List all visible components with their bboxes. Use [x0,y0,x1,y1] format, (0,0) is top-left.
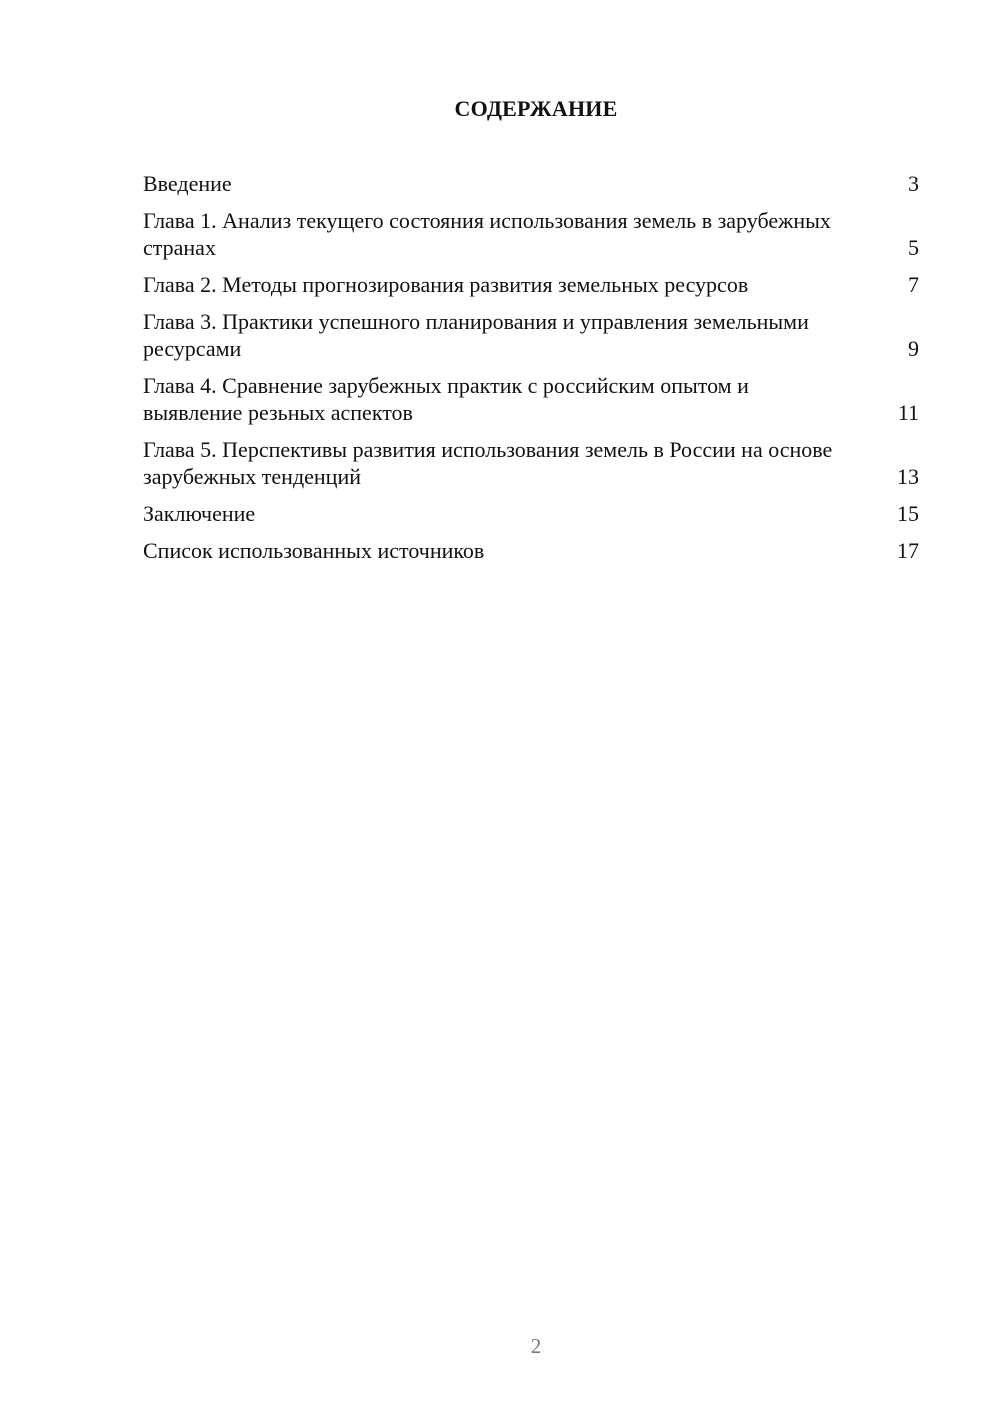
toc-entry-label: Глава 2. Методы прогнозирования развития земельных ресурсов [143,272,749,297]
toc-entry-chapter-2 [143,271,919,298]
toc-entry-page: 15 [897,501,919,526]
toc-entry-label: Глава 1. Анализ текущего состояния использования земель в зарубежных странах [143,208,831,260]
toc-entry-label: Список использованных источников [143,538,485,563]
toc-entry-label: Введение [143,171,232,196]
toc-entry-label: Глава 4. Сравнение зарубежных практик с российским опытом и выявление резьных аспектов [143,373,749,425]
toc-entry-page: 17 [897,538,919,563]
toc-entry-chapter-1 [143,207,919,261]
toc-entry-chapter-3 [143,308,919,362]
toc-entry-introduction [143,170,919,197]
toc-entry-label: Заключение [143,501,256,526]
table-of-contents [143,170,919,574]
page-title: СОДЕРЖАНИЕ [454,96,618,121]
toc-entry-chapter-4 [143,372,919,426]
toc-entry-conclusion [143,500,919,527]
toc-entry-label: Глава 5. Перспективы развития использования земель в России на основе зарубежных тенденций [143,437,833,489]
toc-entry-chapter-5 [143,436,919,490]
toc-entry-page: 7 [908,272,919,297]
toc-entry-references [143,537,919,564]
toc-entry-page: 11 [897,400,919,425]
toc-entry-page: 13 [897,464,919,489]
page-number: 2 [530,1334,542,1358]
toc-entry-page: 3 [908,171,919,196]
toc-entry-page: 9 [908,336,919,361]
toc-entry-page: 5 [908,235,919,260]
toc-entry-label: Глава 3. Практики успешного планирования и управления земельными ресурсами [143,309,809,361]
